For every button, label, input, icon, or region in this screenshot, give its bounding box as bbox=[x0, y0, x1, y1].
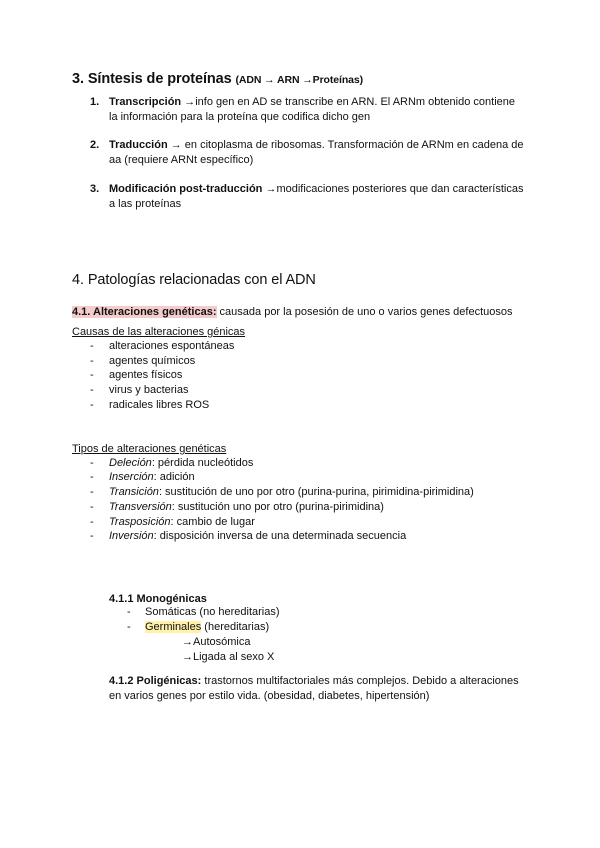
item-line: la información para la proteína que codifica dicho gen bbox=[109, 111, 371, 123]
sub-item-autosomica: →Autosómica bbox=[182, 636, 251, 648]
desc: : adición bbox=[153, 471, 195, 483]
dash: - bbox=[90, 340, 94, 352]
item-line: aa (requiere ARNt específico) bbox=[109, 154, 254, 166]
dash: - bbox=[90, 501, 94, 513]
list-item-somaticas: Somáticas (no hereditarias) bbox=[145, 606, 280, 618]
term: Modificación post-traducción bbox=[109, 183, 263, 195]
germinales-highlight: Germinales bbox=[145, 621, 202, 633]
germinales-rest: (hereditarias) bbox=[201, 621, 270, 633]
dash: - bbox=[90, 516, 94, 528]
list-number: 2. bbox=[90, 139, 100, 151]
sub-item-ligada-x: →Ligada al sexo X bbox=[182, 651, 275, 663]
dash: - bbox=[127, 621, 131, 633]
list-item-traduccion bbox=[109, 138, 529, 168]
list-item bbox=[109, 501, 384, 513]
list-number: 1. bbox=[90, 96, 100, 108]
item-line: a las proteínas bbox=[109, 198, 182, 210]
dash: - bbox=[127, 606, 131, 618]
list-item: virus y bacterias bbox=[109, 384, 189, 396]
dash: - bbox=[90, 369, 94, 381]
desc: : sustitución de uno por otro (purina-purina, pirimidina-pirimidina) bbox=[158, 486, 474, 498]
section-3-title-text: 3. Síntesis de proteínas bbox=[72, 71, 232, 87]
term: Deleción bbox=[109, 457, 152, 469]
dash: - bbox=[90, 471, 94, 483]
section-4-title: 4. Patologías relacionadas con el ADN bbox=[72, 272, 316, 288]
list-number: 3. bbox=[90, 183, 100, 195]
list-item bbox=[109, 516, 255, 528]
term: Inversión bbox=[109, 530, 154, 542]
section-3-subtitle: (ADN → ARN →Proteínas) bbox=[235, 74, 364, 86]
list-item-modificacion bbox=[109, 182, 529, 212]
dash: - bbox=[90, 457, 94, 469]
term: Transversión bbox=[109, 501, 172, 513]
subsection-4-1-text: causada por la posesión de uno o varios genes defectuosos bbox=[216, 306, 513, 318]
item-line: → en citoplasma de ribosomas. Transformación de ARNm en cadena de bbox=[167, 139, 524, 151]
list-item bbox=[109, 486, 474, 498]
list-item-germinales bbox=[145, 621, 269, 633]
item-line: →info gen en AD se transcribe en ARN. El ARNm obtenido contiene bbox=[181, 96, 515, 108]
desc: : cambio de lugar bbox=[170, 516, 255, 528]
dash: - bbox=[90, 355, 94, 367]
list-item bbox=[109, 457, 253, 469]
dash: - bbox=[90, 530, 94, 542]
poligenicas-label: 4.1.2 Poligénicas: bbox=[109, 675, 202, 687]
poligenicas-paragraph bbox=[109, 674, 519, 704]
desc: : disposición inversa de una determinada secuencia bbox=[153, 530, 407, 542]
poligenicas-line: trastornos multifactoriales más complejos. Debido a alteraciones bbox=[201, 675, 519, 687]
list-item: alteraciones espontáneas bbox=[109, 340, 235, 352]
list-item bbox=[109, 530, 406, 542]
section-3-title bbox=[72, 71, 363, 87]
term: Inserción bbox=[109, 471, 154, 483]
poligenicas-line: en varios genes por estilo vida. (obesidad, diabetes, hipertensión) bbox=[109, 690, 430, 702]
term: Transcripción bbox=[109, 96, 182, 108]
subsection-4-1 bbox=[72, 305, 512, 320]
term: Traducción bbox=[109, 139, 168, 151]
dash: - bbox=[90, 399, 94, 411]
item-line: →modificaciones posteriores que dan características bbox=[262, 183, 524, 195]
list-item-transcripcion bbox=[109, 95, 529, 125]
monogenicas-heading: 4.1.1 Monogénicas bbox=[109, 593, 207, 605]
causes-heading: Causas de las alteraciones génicas bbox=[72, 326, 246, 338]
dash: - bbox=[90, 384, 94, 396]
dash: - bbox=[90, 486, 94, 498]
list-item: agentes físicos bbox=[109, 369, 183, 381]
term: Trasposición bbox=[109, 516, 171, 528]
desc: : pérdida nucleótidos bbox=[151, 457, 254, 469]
desc: : sustitución uno por otro (purina-pirimidina) bbox=[171, 501, 384, 513]
types-heading: Tipos de alteraciones genéticas bbox=[72, 443, 227, 455]
list-item: radicales libres ROS bbox=[109, 399, 210, 411]
term: Transición bbox=[109, 486, 159, 498]
list-item: agentes químicos bbox=[109, 355, 196, 367]
subsection-4-1-label: 4.1. Alteraciones genéticas: bbox=[72, 306, 217, 318]
list-item bbox=[109, 471, 195, 483]
